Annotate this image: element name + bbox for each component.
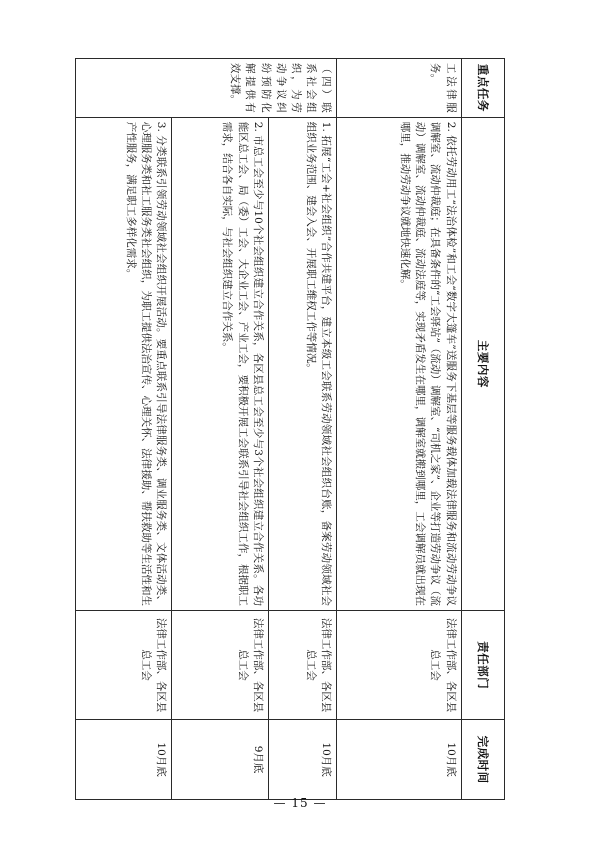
- rotated-table-wrapper: [75, 58, 505, 800]
- table-row: [337, 59, 461, 800]
- col-header-deadline: 完成时间: [461, 720, 504, 800]
- cell-content: 2. 依托劳动用工“法治体检”和工会“数字大篷车”送服务下基层等服务载体加载法律服务和流动劳动争议调解室、流动仲裁庭；在具备条件的“工会驿站”（流动）调解室、“司机之家”、企业等打造劳动争议（流动）调解室、流动仲裁庭、流动法庭等，实现矛盾发生在哪里，调解室就搬到哪里，工会调解员就出现在哪里，推动劳动争议就地快速化解。: [337, 117, 461, 610]
- cell-content: 3. 分类联系引领劳动领域社会组织开展活动。要重点联系引导法律服务类、调业服务类、文体活动类、心理服务类和社工服务类社会组织，为职工提供法治宣传、心理关怀、法律援助、帮扶救助等生活性和生产性服务，满足职工多样化需求。: [76, 117, 172, 610]
- cell-content: 1. 拓展“工会+社会组织”合作共建平台，建立本级工会联系劳动领域社会组织台账，备案劳动领域社会组织业务范围、建会入会、开展职工维权工作等情况。: [268, 117, 337, 610]
- cell-task: （四）联系社会组织，为劳动争议纠纷预防化解提供有效支撑。: [76, 59, 337, 118]
- cell-deadline: 10月底: [337, 720, 461, 800]
- table-header-row: [461, 59, 504, 800]
- cell-deadline: 10月底: [268, 720, 337, 800]
- cell-deadline: 10月底: [76, 720, 172, 800]
- task-table: [75, 58, 505, 800]
- rotated-table-inner: [75, 58, 505, 800]
- cell-department: 法律工作部、各区县总工会: [268, 611, 337, 720]
- table-row: [76, 59, 172, 800]
- table-row: [172, 59, 268, 800]
- cell-department: 法律工作部、各区县总工会: [337, 611, 461, 720]
- cell-department: 法律工作部、各区县总工会: [76, 611, 172, 720]
- cell-deadline: 9月底: [172, 720, 268, 800]
- page-number: — 15 —: [273, 796, 327, 810]
- table-row: [268, 59, 337, 800]
- cell-task: 工法律服务。: [337, 59, 461, 118]
- cell-content: 2. 市总工会至少与10个社会组织建立合作关系，各区县总工会至少与3个社会组织建立合作关系。各功能区总工会、局（委）工会、大企业工会、产业工会，要积极开展工会联系引导社会组织工作，根据职工需求，结合各自实际，与社会组织建立合作关系。: [172, 117, 268, 610]
- col-header-department: 责任部门: [461, 611, 504, 720]
- cell-department: 法律工作部、各区县总工会: [172, 611, 268, 720]
- col-header-content: 主要内容: [461, 117, 504, 610]
- col-header-task: 重点任务: [461, 59, 504, 118]
